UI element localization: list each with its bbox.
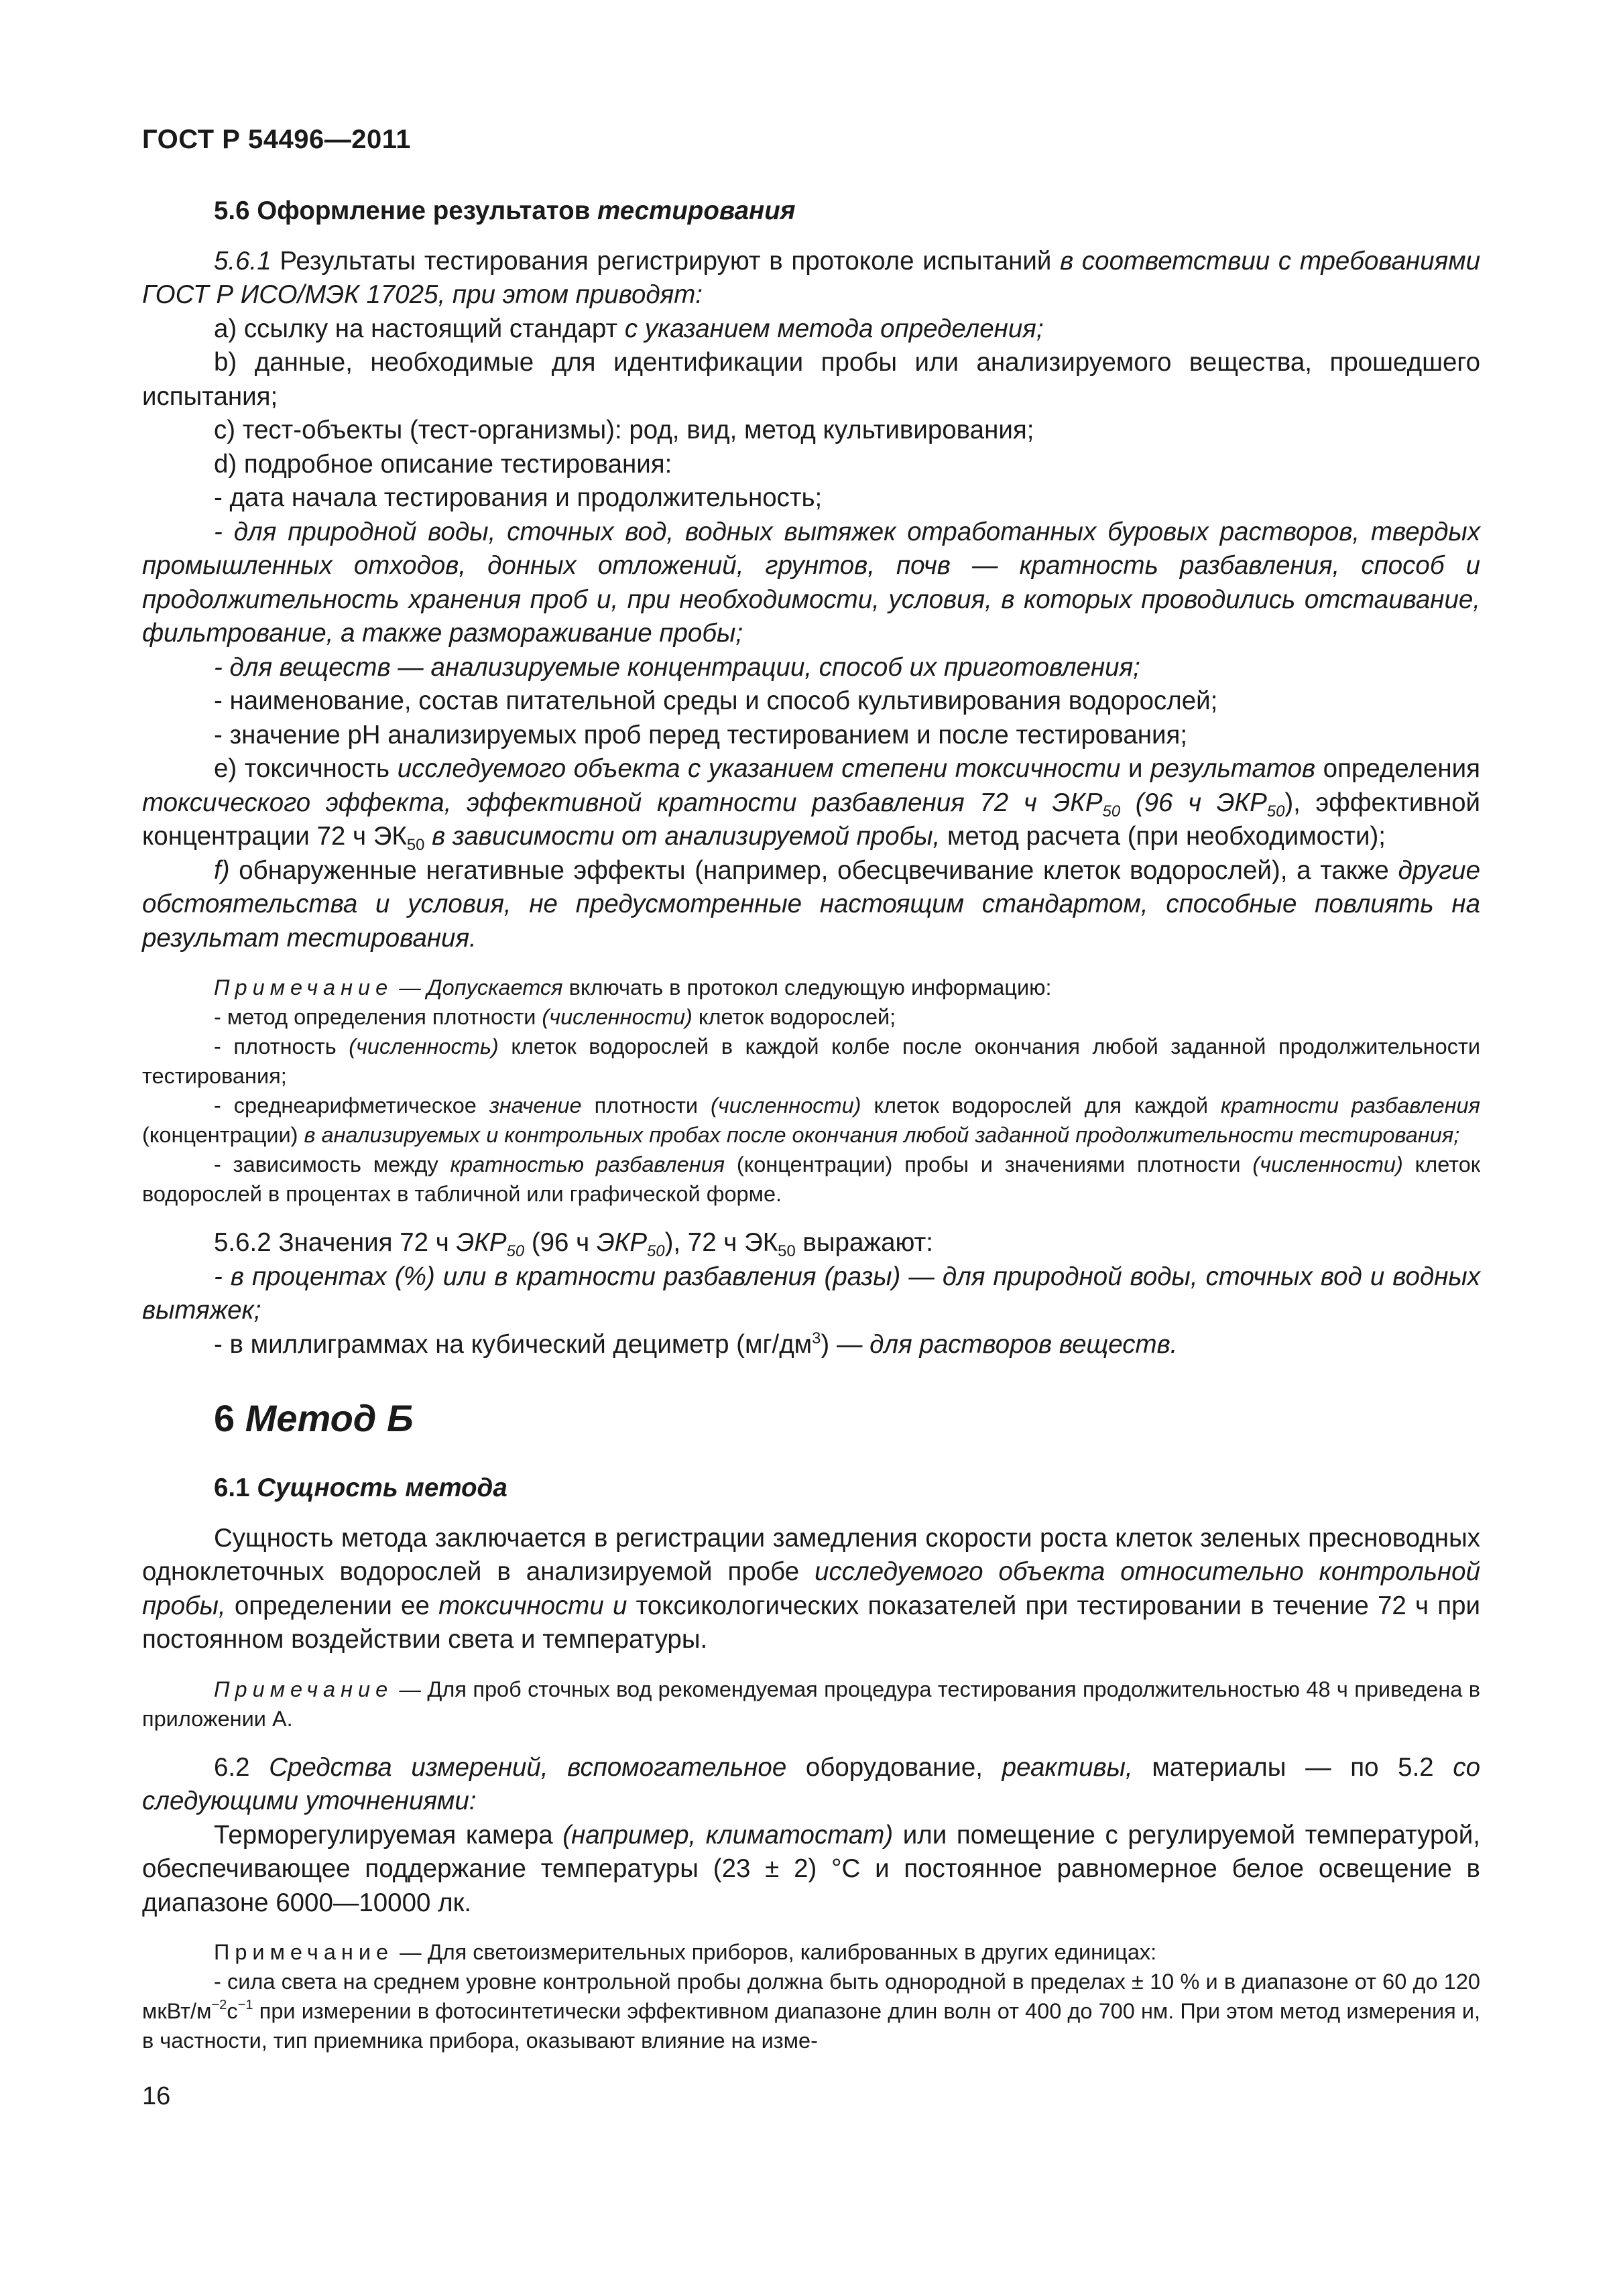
- note-block-2: [142, 1675, 1480, 1734]
- paragraph-6-2: 6.2 Средства измерений, вспомогательное оборудование, реактивы, материалы — по 5.2 со следующими уточнениями:: [142, 1752, 1481, 1815]
- paragraph-5-6-2: 5.6.2 Значения 72 ч $ЭКР_{50}$ (96 ч $ЭКР_{50}$), 72 ч $ЭК_{50}$ выражают:: [214, 1228, 933, 1260]
- item-d-2: - для природной воды, сточных вод, водных вытяжек отработанных буровых растворов, твердых промышленных отходов, донных отложений, грунтов, почв — кратность разбавления, способ и продолжительность хранения проб и, при необходимости, условия, в которых проводились отстаивание, фильтрование, а также размораживание пробы;: [142, 517, 1480, 648]
- note-3-item-1: - сила света на среднем уровне контрольной пробы должна быть однородной в пределах ± 10 % и в диапазоне от 60 до 120 мкВт/$м^{-2}с^{-1}$ при измерении в фотосинтетически эффективном диапазоне длин волн от 400 до 700 нм. При этом метод измерения и, в частности, тип приемника прибора, оказывают влияние на изме-: [142, 1970, 1481, 2053]
- item-a: а) ссылку на настоящий стандарт с указанием метода определения;: [214, 314, 1044, 343]
- item-d-4: - наименование, состав питательной среды и способ культивирования водорослей;: [214, 686, 1218, 715]
- paragraph-6-1: Сущность метода заключается в регистрации замедления скорости роста клеток зеленых пресноводных одноклеточных водорослей в анализируемой пробе исследуемого объекта относительно контрольной пробы, определении ее токсичности и токсикологических показателей при тестировании в течение 72 ч при постоянном воздействии света и температуры.: [142, 1523, 1480, 1654]
- item-d-5: - значение pH анализируемых проб перед тестированием и после тестирования;: [214, 720, 1188, 749]
- item-c: c) тест-объекты (тест-организмы): род, вид, метод культивирования;: [214, 416, 1034, 444]
- note-block-3: [142, 1937, 1480, 2055]
- paragraph-thermo-chamber: Терморегулируемая камера (например, климатостат) или помещение с регулируемой температурой, обеспечивающее поддержание температуры (23 ± 2) °С и постоянное равномерное белое освещение в диапазоне 6000—10000 лк.: [142, 1820, 1480, 1917]
- item-d: d) подробное описание тестирования:: [214, 449, 672, 479]
- item-d-3: - для веществ — анализируемые концентрации, способ их приготовления;: [214, 652, 1140, 682]
- paragraph-5-6-2-item-2: - в миллиграммах на кубический дециметр $(мг/дм^3)$ — для растворов веществ.: [214, 1329, 1178, 1359]
- note-1-item-1: - метод определения плотности (численности) клеток водорослей;: [214, 1005, 896, 1029]
- item-e: е) токсичность исследуемого объекта с указанием степени токсичности и результатов определения токсического эффекта, эффективной кратности разбавления 72 ч $ЭКР_{50}$ (96 ч $ЭКР_{50}$), эффективной концентрации 72 ч $ЭК_{50}$ в зависимости от анализируемой пробы, метод расчета (при необходимости);: [142, 754, 1480, 854]
- paragraph-5-6-1: 5.6.1 Результаты тестирования регистрируют в протоколе испытаний в соответствии с требованиями ГОСТ Р ИСО/МЭК 17025, при этом приводят:: [142, 246, 1480, 309]
- section-6-1-heading: 6.1 Сущность метода: [214, 1473, 507, 1502]
- note-1-item-3: - среднеарифметическое значение плотности (численности) клеток водорослей для каждой кратности разбавления (концентрации) в анализируемых и контрольных пробах после окончания любой заданной продолжительности тестирования;: [142, 1093, 1480, 1147]
- page-content: [142, 194, 1480, 2055]
- note-1-intro: Примечание — Допускается включать в протокол следующую информацию:: [214, 975, 1052, 1000]
- note-3: Примечание — Для светоизмерительных приборов, калиброванных в других единицах:: [214, 1940, 1157, 1964]
- item-f: f) обнаруженные негативные эффекты (например, обесцвечивание клеток водорослей), а также другие обстоятельства и условия, не предусмотренные настоящим стандартом, способные повлиять на результат тестирования.: [142, 855, 1481, 953]
- section-5-6-heading: 5.6 Оформление результатов тестирования: [214, 196, 796, 225]
- document-header: ГОСТ Р 54496—2011: [142, 125, 411, 154]
- note-2: Примечание — Для проб сточных вод рекомендуемая процедура тестирования продолжительностью 48 ч приведена в приложении А.: [142, 1677, 1481, 1731]
- paragraph-5-6-2-item-1: - в процентах (%) или в кратности разбавления (разы) — для природной воды, сточных вод и водных вытяжек;: [142, 1262, 1480, 1325]
- note-block-1: [142, 973, 1480, 1209]
- page-number: 16: [142, 2082, 171, 2110]
- section-6-heading: 6 Метод Б: [214, 1397, 414, 1439]
- note-1-item-2: - плотность (численность) клеток водорослей в каждой колбе после окончания любой заданной продолжительности тестирования;: [142, 1034, 1480, 1088]
- note-1-item-4: - зависимость между кратностью разбавления (концентрации) пробы и значениями плотности (численности) клеток водорослей в процентах в табличной или графической форме.: [142, 1152, 1480, 1206]
- item-d-1: - дата начала тестирования и продолжительность;: [214, 483, 823, 512]
- item-b: b) данные, необходимые для идентификации пробы или анализируемого вещества, прошедшего испытания;: [142, 348, 1480, 411]
